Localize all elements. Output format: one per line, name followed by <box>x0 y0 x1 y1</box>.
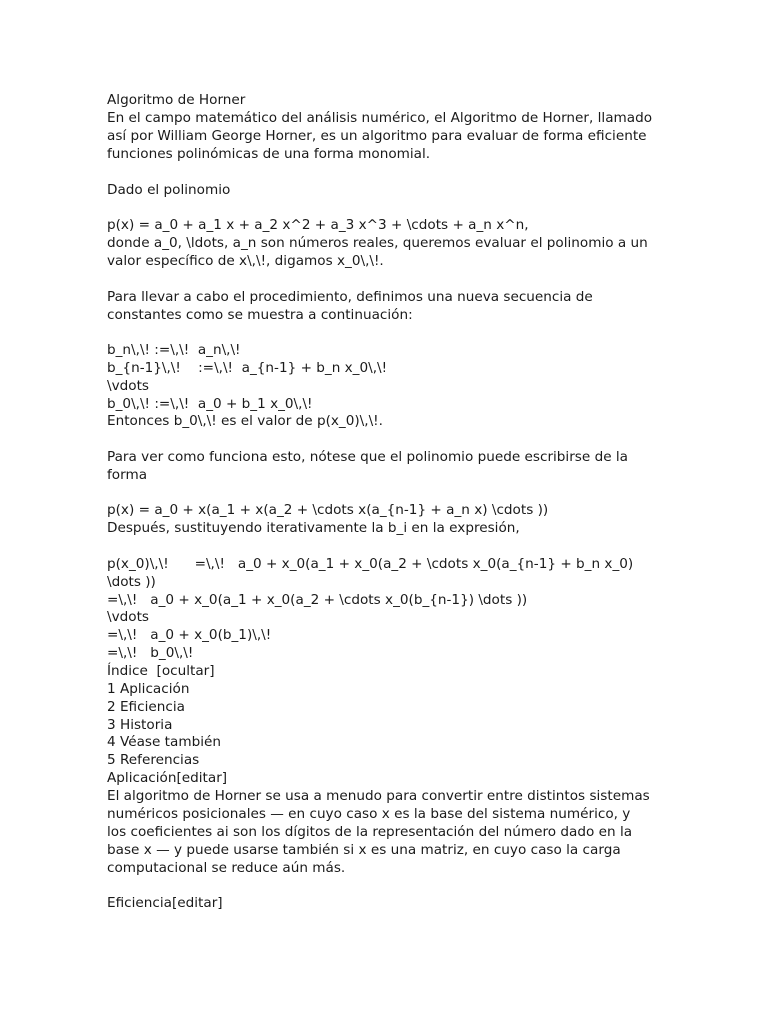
section-heading-eficiencia: Eficiencia[editar] <box>107 895 223 911</box>
procedure-text-1: Para llevar a cabo el procedimiento, definimos una nueva secuencia de <box>107 289 593 305</box>
polynomial-text-2: valor específico de x\,\!, digamos x_0\,\!. <box>107 253 384 269</box>
derivation-line-4: \vdots <box>107 609 149 625</box>
sequence-line-1: b_n\,\! :=\,\! a_n\,\! <box>107 342 241 358</box>
nested-formula: p(x) = a_0 + x(a_1 + x(a_2 + \cdots x(a_{n-1} + a_n x) \cdots )) <box>107 502 549 518</box>
sequence-conclusion: Entonces b_0\,\! es el valor de p(x_0)\,\!. <box>107 413 383 429</box>
toc-item-referencias[interactable]: 5 Referencias <box>107 752 200 768</box>
form-text-1: Para ver como funciona esto, nótese que el polinomio puede escribirse de la <box>107 449 628 465</box>
toc-item-aplicacion[interactable]: 1 Aplicación <box>107 681 190 697</box>
polynomial-formula: p(x) = a_0 + a_1 x + a_2 x^2 + a_3 x^3 + \cdots + a_n x^n, <box>107 217 529 233</box>
form-text-2: forma <box>107 467 148 483</box>
procedure-text-2: constantes como se muestra a continuación: <box>107 307 413 323</box>
aplicacion-text-2: numéricos posicionales — en cuyo caso x es la base del sistema numérico, y <box>107 806 631 822</box>
toc-item-historia[interactable]: 3 Historia <box>107 717 173 733</box>
sequence-line-4: b_0\,\! :=\,\! a_0 + b_1 x_0\,\! <box>107 396 313 412</box>
polynomial-text-1: donde a_0, \ldots, a_n son números reales, queremos evaluar el polinomio a un <box>107 235 648 251</box>
document-title: Algoritmo de Horner <box>107 92 246 108</box>
aplicacion-text-4: base x — y puede usarse también si x es una matriz, en cuyo caso la carga <box>107 842 621 858</box>
section-heading-aplicacion: Aplicación[editar] <box>107 770 228 786</box>
sequence-line-2: b_{n-1}\,\! :=\,\! a_{n-1} + b_n x_0\,\! <box>107 360 388 376</box>
derivation-line-5: =\,\! a_0 + x_0(b_1)\,\! <box>107 627 272 643</box>
sequence-line-3: \vdots <box>107 378 149 394</box>
polynomial-heading: Dado el polinomio <box>107 182 231 198</box>
aplicacion-text-1: El algoritmo de Horner se usa a menudo para convertir entre distintos sistemas <box>107 788 650 804</box>
intro-line-3: funciones polinómicas de una forma monomial. <box>107 146 431 162</box>
derivation-line-2: \dots )) <box>107 574 156 590</box>
aplicacion-text-5: computacional se reduce aún más. <box>107 860 346 876</box>
intro-line-1: En el campo matemático del análisis numérico, el Algoritmo de Horner, llamado <box>107 110 653 126</box>
derivation-line-3: =\,\! a_0 + x_0(a_1 + x_0(a_2 + \cdots x_0(b_{n-1}) \dots )) <box>107 592 528 608</box>
toc-item-vease[interactable]: 4 Véase también <box>107 734 221 750</box>
toc-item-eficiencia[interactable]: 2 Eficiencia <box>107 699 185 715</box>
intro-line-2: así por William George Horner, es un algoritmo para evaluar de forma eficiente <box>107 128 647 144</box>
aplicacion-text-3: los coeficientes ai son los dígitos de la representación del número dado en la <box>107 824 633 840</box>
toc-heading: Índice [ocultar] <box>107 663 215 679</box>
derivation-line-6: =\,\! b_0\,\! <box>107 645 194 661</box>
derivation-line-1: p(x_0)\,\! =\,\! a_0 + x_0(a_1 + x_0(a_2 + \cdots x_0(a_{n-1} + b_n x_0) <box>107 556 634 572</box>
substitution-text: Después, sustituyendo iterativamente la b_i en la expresión, <box>107 520 520 536</box>
